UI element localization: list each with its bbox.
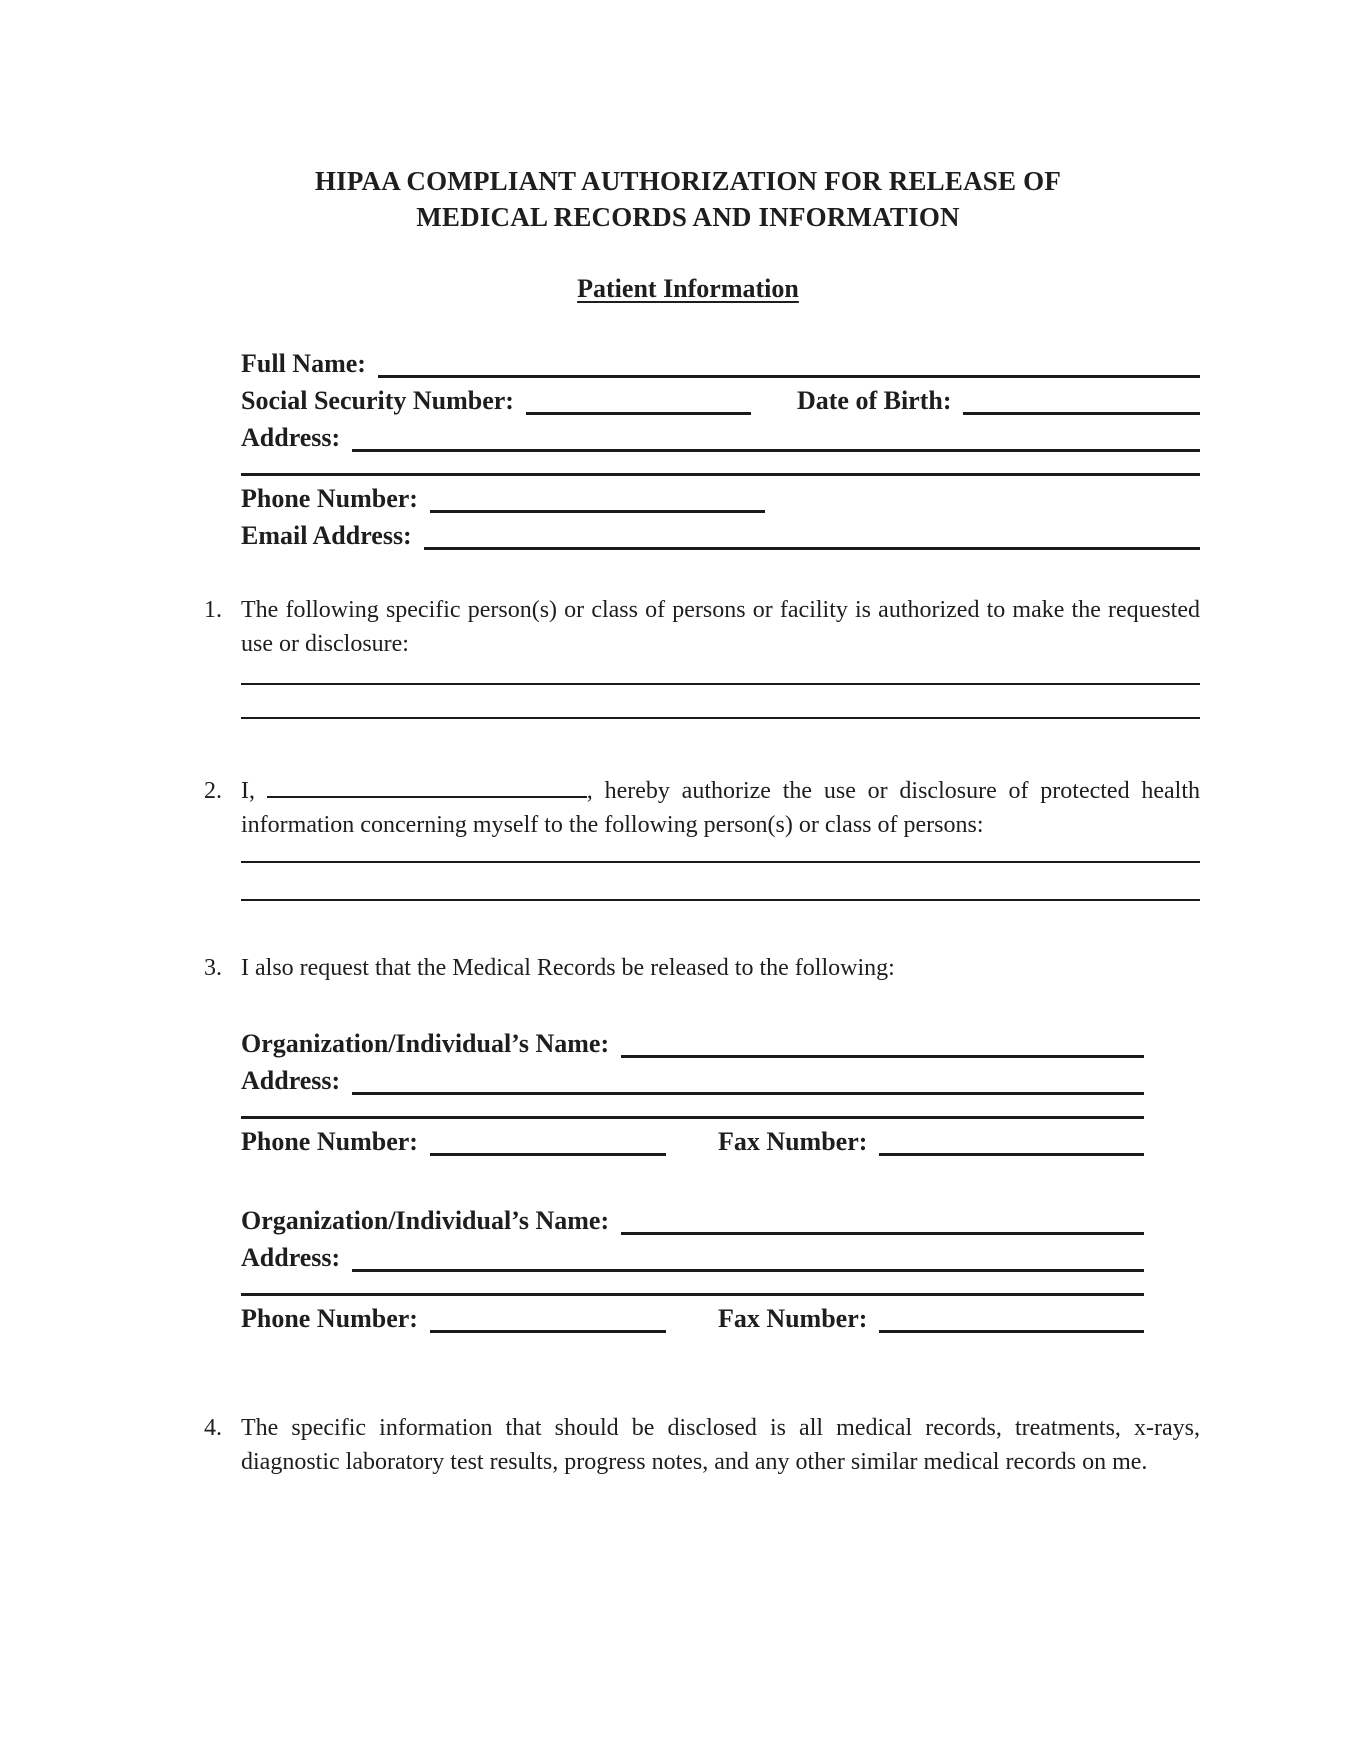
patient-info-fields: [241, 341, 1200, 550]
recipient-2-address-continued-input[interactable]: [241, 1267, 1144, 1296]
address-label: Address:: [241, 422, 341, 452]
address-continuation-row: [241, 452, 1200, 476]
item-1-text: The following specific person(s) or class of persons or facility is authorized to make the requested use or disclosure:: [241, 597, 1200, 657]
item-2-response-line-2[interactable]: [241, 863, 1200, 901]
recipient-2-org-name-label: Organization/Individual’s Name:: [241, 1205, 610, 1235]
section-heading-patient-information: Patient Information: [577, 274, 799, 303]
full-name-label: Full Name:: [241, 348, 366, 378]
recipient-1-phone-fax-row: [241, 1119, 1200, 1156]
item-1: [204, 593, 1200, 661]
phone-label: Phone Number:: [241, 483, 418, 513]
recipient-2-phone-input[interactable]: [430, 1304, 666, 1333]
recipient-2-address-continuation-row: [241, 1272, 1200, 1296]
recipient-2-phone-label: Phone Number:: [241, 1303, 418, 1333]
phone-input[interactable]: [430, 484, 765, 513]
recipient-2-fax-label: Fax Number:: [717, 1303, 868, 1333]
email-row: [241, 513, 1200, 550]
item-1-response-line-1[interactable]: [241, 661, 1200, 685]
item-4-number: 4.: [204, 1415, 222, 1441]
address-continued-input[interactable]: [241, 447, 1200, 476]
ssn-dob-row: [241, 378, 1200, 415]
item-2-text-after-blank: , hereby authorize the use or disclosure of protected health information concerning myself to the following person(s) or class of persons:: [241, 778, 1201, 838]
recipient-2-fax-input[interactable]: [879, 1304, 1144, 1333]
recipient-1-phone-input[interactable]: [430, 1127, 666, 1156]
item-1-number: 1.: [204, 597, 222, 623]
full-name-row: [241, 341, 1200, 378]
item-1-response-lines: [241, 661, 1200, 719]
item-2-number: 2.: [204, 778, 222, 804]
recipient-2-address-label: Address:: [241, 1242, 341, 1272]
recipient-2-phone-fax-row: [241, 1296, 1200, 1333]
recipient-1-address-continuation-row: [241, 1095, 1200, 1119]
item-2-text: [241, 774, 1200, 842]
ssn-label: Social Security Number:: [241, 385, 514, 415]
document-title-line1: HIPAA COMPLIANT AUTHORIZATION FOR RELEASE OF: [314, 166, 1062, 196]
full-name-input[interactable]: [378, 349, 1200, 378]
recipient-1-org-name-input[interactable]: [621, 1029, 1144, 1058]
recipient-1-org-name-label: Organization/Individual’s Name:: [241, 1028, 610, 1058]
item-2-patient-name-input[interactable]: [267, 776, 587, 798]
email-label: Email Address:: [241, 520, 412, 550]
item-2-response-line-1[interactable]: [241, 842, 1200, 863]
dob-label: Date of Birth:: [796, 385, 952, 415]
item-2-text-before-blank: I,: [241, 778, 255, 804]
recipient-1-address-continued-input[interactable]: [241, 1090, 1144, 1119]
recipient-block-1: [241, 1021, 1200, 1156]
recipient-1-fax-label: Fax Number:: [717, 1126, 868, 1156]
recipient-1-org-name-row: [241, 1021, 1200, 1058]
item-3-text: I also request that the Medical Records be released to the following:: [241, 955, 895, 981]
item-4: [204, 1411, 1200, 1479]
item-4-text: The specific information that should be disclosed is all medical records, treatments, x-rays, diagnostic laboratory test results, progress notes, and any other similar medical records on me.: [241, 1415, 1200, 1475]
item-2: [204, 774, 1200, 842]
recipient-block-2: [241, 1198, 1200, 1333]
item-2-response-lines: [241, 842, 1200, 901]
document-title: [204, 163, 1172, 235]
item-1-response-line-2[interactable]: [241, 685, 1200, 719]
recipient-2-org-name-input[interactable]: [621, 1206, 1144, 1235]
recipient-1-address-label: Address:: [241, 1065, 341, 1095]
dob-input[interactable]: [963, 386, 1200, 415]
recipient-1-phone-label: Phone Number:: [241, 1126, 418, 1156]
item-3-number: 3.: [204, 955, 222, 981]
item-3: [204, 951, 1200, 985]
phone-row: [241, 476, 1200, 513]
email-input[interactable]: [424, 521, 1200, 550]
recipient-2-org-name-row: [241, 1198, 1200, 1235]
ssn-input[interactable]: [526, 386, 751, 415]
recipient-1-fax-input[interactable]: [879, 1127, 1144, 1156]
document-title-line2: MEDICAL RECORDS AND INFORMATION: [416, 202, 960, 232]
